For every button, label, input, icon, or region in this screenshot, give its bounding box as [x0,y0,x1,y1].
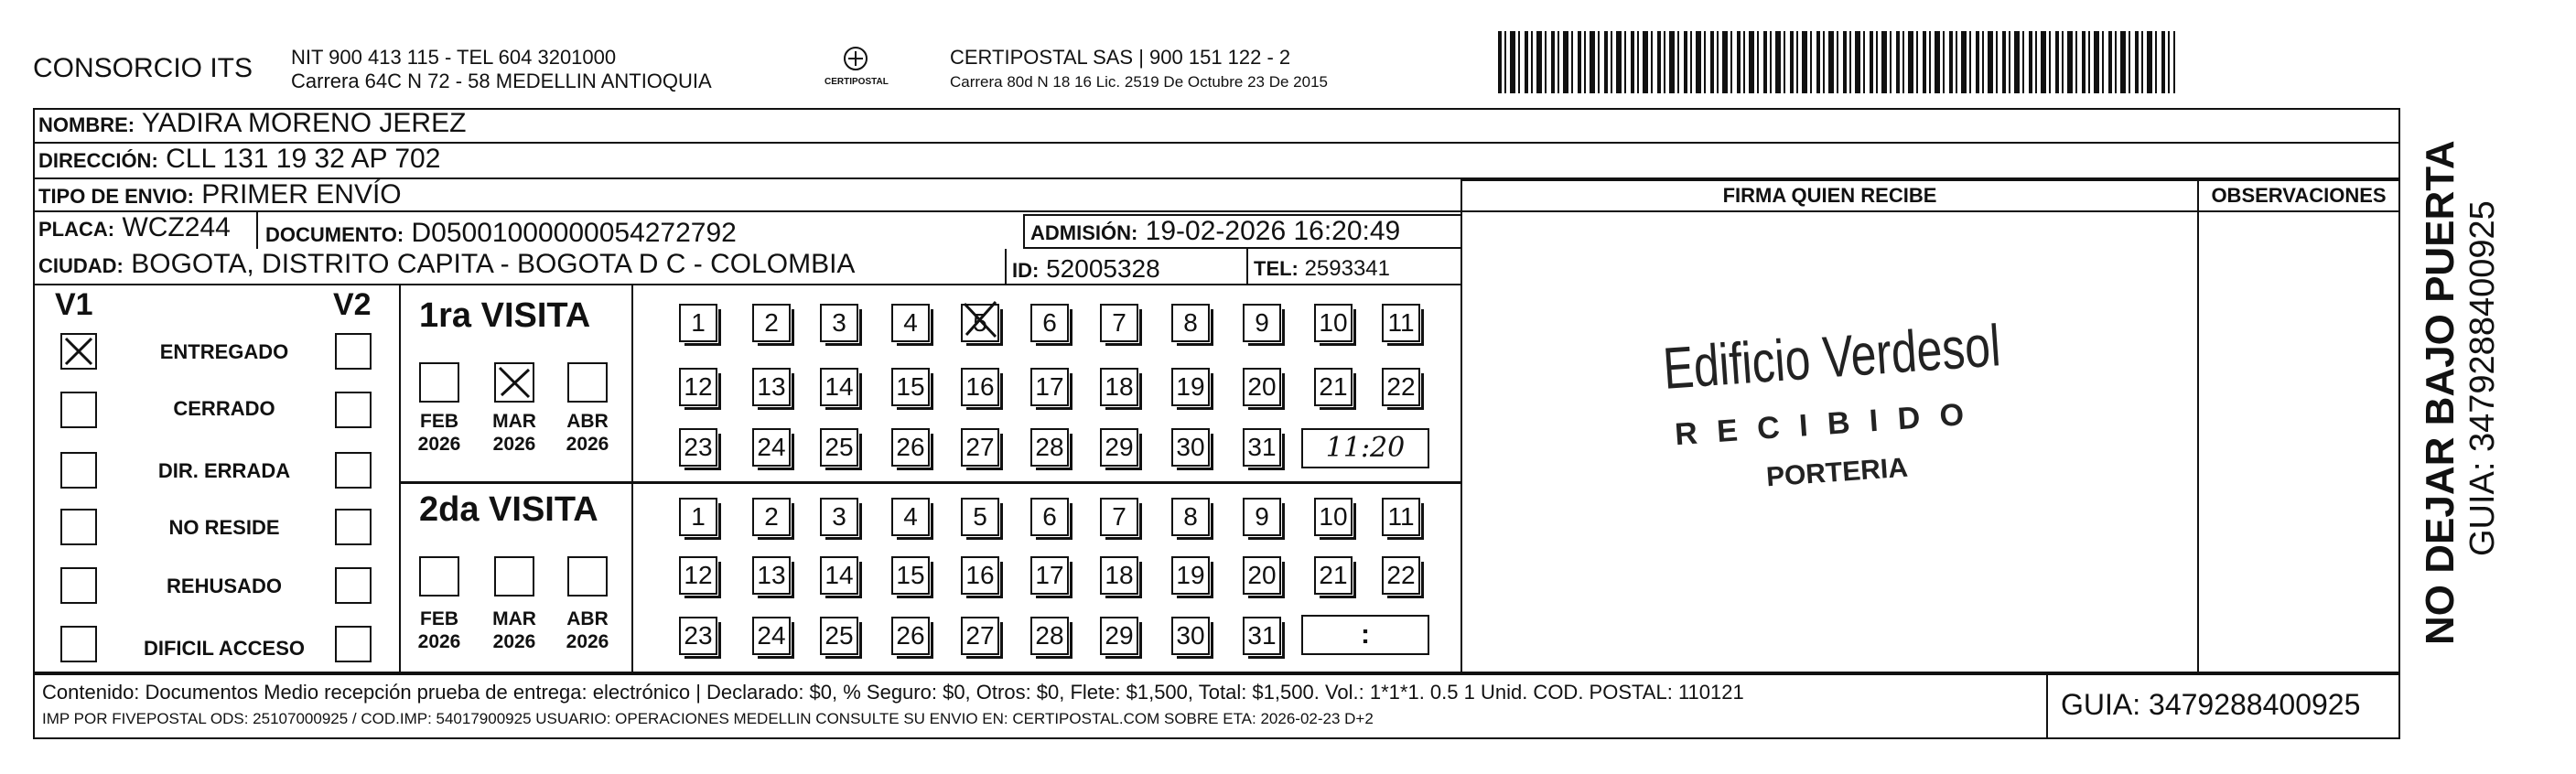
v2-cerrado-checkbox[interactable] [335,392,372,428]
day-box[interactable]: 14 [820,556,858,595]
day-box[interactable]: 23 [679,617,717,655]
second-month-feb [412,607,467,653]
day-box[interactable]: 1 [679,498,717,536]
month-year: 2026 [492,434,536,455]
month-name: MAR [492,608,536,629]
day-box[interactable]: 14 [820,368,858,406]
day-box[interactable]: 20 [1243,556,1281,595]
day-box[interactable]: 20 [1243,368,1281,406]
second-abr-checkbox[interactable] [567,556,608,597]
row-nombre [33,108,2400,144]
first-visit-time[interactable]: 11:20 [1301,428,1429,468]
v2-entregado-checkbox[interactable] [335,333,372,370]
first-mar-checkbox[interactable] [494,362,534,403]
logo-text: CERTIPOSTAL [825,77,889,87]
day-box[interactable]: 9 [1243,498,1281,536]
v1-no-reside-checkbox[interactable] [60,509,97,545]
day-box[interactable]: 7 [1100,304,1138,342]
tel-value: 2593341 [1304,256,1390,281]
second-visit-time[interactable]: : [1301,615,1429,655]
day-box[interactable]: 30 [1171,428,1210,467]
ciudad-value: BOGOTA, DISTRITO CAPITA - BOGOTA D C - COLOMBIA [131,249,856,279]
month-year: 2026 [566,434,609,455]
day-box[interactable]: 10 [1314,304,1353,342]
day-box[interactable]: 16 [961,368,999,406]
month-name: MAR [492,411,536,432]
courier-address: Carrera 80d N 18 16 Lic. 2519 De Octubre 23 De 2015 [950,73,1328,91]
stamp-recibido: R E C I B I D O [1674,396,1971,453]
day-box[interactable]: 5 [961,498,999,536]
divider [1246,249,1248,285]
second-month-abr [560,607,615,653]
day-box[interactable]: 2 [752,304,791,342]
documento-value: D05001000000054272792 [411,218,737,248]
day-box[interactable]: 7 [1100,498,1138,536]
direccion-value: CLL 131 19 32 AP 702 [166,144,441,174]
stamp-building: Edificio Verdesol [1661,312,2003,402]
day-box[interactable]: 10 [1314,498,1353,536]
day-box[interactable]: 31 [1243,428,1281,467]
day-box[interactable]: 8 [1171,304,1210,342]
divider [256,212,258,249]
day-box[interactable]: 11 [1382,304,1420,342]
month-year: 2026 [566,631,609,652]
day-box[interactable]: 29 [1100,428,1138,467]
divider [399,284,401,673]
documento-field [265,218,737,249]
v2-label: V2 [333,287,372,322]
direccion-label: DIRECCIÓN: [38,149,158,172]
day-box[interactable]: 11 [1382,498,1420,536]
divider [2046,673,2048,739]
day-box[interactable]: 22 [1382,556,1420,595]
side-guia: GUIA: 3479288400925 [2463,200,2502,556]
id-label: ID: [1012,259,1040,282]
day-box[interactable]: 25 [820,428,858,467]
tel-label: TEL: [1254,257,1299,280]
v1-label: V1 [55,287,93,322]
v1-dir-errada-checkbox[interactable] [60,452,97,489]
day-box[interactable]: 19 [1171,556,1210,595]
month-year: 2026 [492,631,536,652]
day-box[interactable]: 26 [891,428,930,467]
day-box[interactable]: 30 [1171,617,1210,655]
second-month-mar [487,607,542,653]
month-year: 2026 [417,631,461,652]
footer-contenido: Contenido: Documentos Medio recepción prueba de entrega: electrónico | Declarado: $0, % Seguro: $0, Otros: $0, Flete: $1,500, Total: $1,500. Vol.: 1*1*1. 0.5 1 Unid. COD. POSTAL: 110121 [42,681,1744,704]
courier-name: CERTIPOSTAL SAS | 900 151 122 - 2 [950,46,1291,69]
day-box[interactable]: 18 [1100,556,1138,595]
month-name: FEB [420,608,458,629]
tel-field [1254,256,1390,282]
day-box[interactable]: 31 [1243,617,1281,655]
admision-label: ADMISIÓN: [1030,221,1138,244]
second-feb-checkbox[interactable] [419,556,459,597]
month-name: ABR [566,411,609,432]
company-name: CONSORCIO ITS [33,53,253,83]
day-box[interactable]: 4 [891,304,930,342]
day-box[interactable]: 16 [961,556,999,595]
company-address: Carrera 64C N 72 - 58 MEDELLIN ANTIOQUIA [291,70,712,92]
observaciones-column [2197,179,2400,673]
tipo-value: PRIMER ENVÍO [201,179,402,210]
row-tipo [33,179,1462,212]
day-box[interactable]: 3 [820,498,858,536]
day-box[interactable]: 24 [752,617,791,655]
firma-header: FIRMA QUIEN RECIBE [1460,179,2199,212]
stamp-porteria: PORTERIA [1765,452,1909,493]
placa-value: WCZ244 [122,212,231,242]
documento-label: DOCUMENTO: [265,223,404,246]
day-box[interactable]: 28 [1030,428,1069,467]
day-box[interactable]: 4 [891,498,930,536]
status-dir-errada: DIR. ERRADA [157,459,291,482]
first-visit-title: 1ra VISITA [419,296,591,335]
first-month-abr [560,410,615,456]
company-nit-tel: NIT 900 413 115 - TEL 604 3201000 [291,46,617,69]
observaciones-header: OBSERVACIONES [2197,179,2400,212]
divider [399,481,1462,484]
day-box[interactable]: 1 [679,304,717,342]
v1-dificil-acceso-checkbox[interactable] [60,626,97,662]
day-box[interactable]: 6 [1030,498,1069,536]
v1-cerrado-checkbox[interactable] [60,392,97,428]
admision-value: 19-02-2026 16:20:49 [1145,216,1401,246]
day-box[interactable]: 17 [1030,368,1069,406]
day-box[interactable]: 24 [752,428,791,467]
first-month-feb [412,410,467,456]
day-cross-mark [961,300,1001,340]
day-box[interactable]: 8 [1171,498,1210,536]
second-visit-title: 2da VISITA [419,490,598,529]
day-box[interactable]: 25 [820,617,858,655]
divider [631,284,633,673]
month-name: FEB [420,411,458,432]
day-box[interactable]: 2 [752,498,791,536]
v2-dificil-acceso-checkbox[interactable] [335,626,372,662]
day-box[interactable]: 28 [1030,617,1069,655]
day-box[interactable]: 27 [961,617,999,655]
day-box-marked[interactable]: 5 [961,304,999,342]
status-entregado: ENTREGADO [159,340,289,363]
status-cerrado: CERRADO [173,397,275,420]
day-box[interactable]: 21 [1314,556,1353,595]
first-month-mar [487,410,542,456]
id-value: 52005328 [1046,254,1160,283]
day-box[interactable]: 15 [891,368,930,406]
day-box[interactable]: 23 [679,428,717,467]
status-rehusado: REHUSADO [167,575,282,597]
day-box[interactable]: 9 [1243,304,1281,342]
status-dificil-acceso: DIFICIL ACCESO [143,637,305,660]
v2-dir-errada-checkbox[interactable] [335,452,372,489]
day-box[interactable]: 18 [1100,368,1138,406]
id-field [1012,254,1160,284]
day-box[interactable]: 12 [679,368,717,406]
certipostal-logo-icon [825,40,889,95]
month-name: ABR [566,608,609,629]
v2-rehusado-checkbox[interactable] [335,567,372,604]
row-direccion [33,144,2400,179]
footer-guia: GUIA: 3479288400925 [2061,688,2361,721]
footer-imp: IMP POR FIVEPOSTAL ODS: 25107000925 / COD.IMP: 54017900925 USUARIO: OPERACIONES MEDELLIN CONSULTE SU ENVIO EN: CERTIPOSTAL.COM SOBRE ETA: 2026-02-23 D+2 [42,710,1374,727]
nombre-value: YADIRA MORENO JEREZ [141,108,467,138]
day-box[interactable]: 27 [961,428,999,467]
ciudad-label: CIUDAD: [38,254,124,277]
day-box[interactable]: 26 [891,617,930,655]
day-box[interactable]: 21 [1314,368,1353,406]
v1-rehusado-checkbox[interactable] [60,567,97,604]
divider [1005,249,1007,285]
placa-label: PLACA: [38,218,115,241]
day-box[interactable]: 12 [679,556,717,595]
day-box[interactable]: 6 [1030,304,1069,342]
side-warning: NO DEJAR BAJO PUERTA [2418,140,2463,645]
first-feb-checkbox[interactable] [419,362,459,403]
second-mar-checkbox[interactable] [494,556,534,597]
month-year: 2026 [417,434,461,455]
day-box[interactable]: 13 [752,368,791,406]
day-box[interactable]: 13 [752,556,791,595]
barcode [1498,31,2175,93]
first-abr-checkbox[interactable] [567,362,608,403]
day-box[interactable]: 15 [891,556,930,595]
tipo-label: TIPO DE ENVIO: [38,185,194,208]
day-box[interactable]: 3 [820,304,858,342]
day-box[interactable]: 19 [1171,368,1210,406]
v1-entregado-checkbox[interactable] [60,333,97,370]
day-box[interactable]: 22 [1382,368,1420,406]
day-box[interactable]: 29 [1100,617,1138,655]
nombre-label: NOMBRE: [38,113,135,136]
status-no-reside: NO RESIDE [168,516,280,539]
day-box[interactable]: 17 [1030,556,1069,595]
admision-field [1023,214,1462,249]
v2-no-reside-checkbox[interactable] [335,509,372,545]
